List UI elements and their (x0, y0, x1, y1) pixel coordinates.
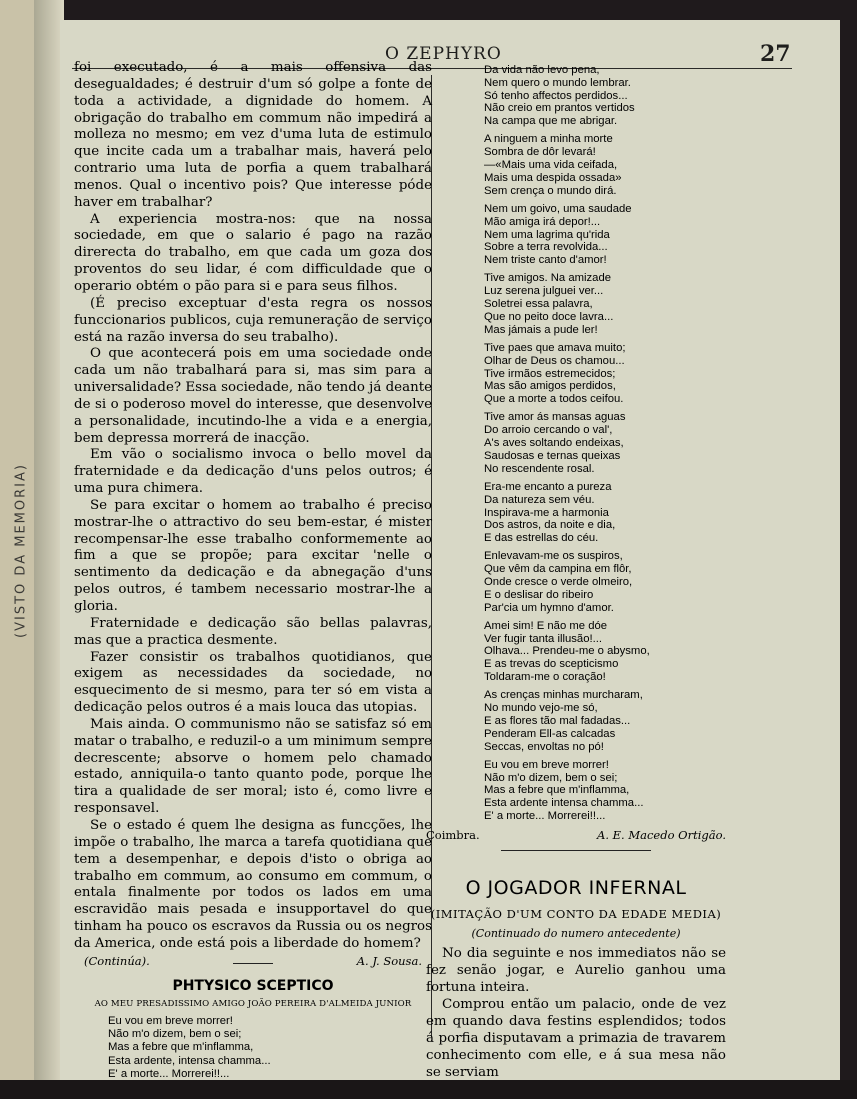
poem-stanza (484, 481, 726, 545)
poem-author: A. E. Macedo Ortigão. (597, 828, 726, 843)
poem-line: Soletrei essa palavra, (484, 298, 593, 311)
poem-line: Tive amor ás mansas aguas (484, 411, 626, 424)
scan-border (0, 1080, 857, 1099)
poem-title: PHTYSICO SCEPTICO (172, 977, 334, 994)
poem-line: Tive amigos. Na amizade (484, 272, 612, 285)
article-paragraph: foi executado, é a mais offensiva das desegualdades; é destruir d'um só golpe a fonte de toda a actividade, a dignidade do homem. A obrigação do trabalho em commum não impedirá a molleza no mesmo; em vez d'uma luta de estimulo que incite cada um a trabalhar mais, haverá pelo contrario uma luta de porfia a quem trabalhará menos. Qual o incentivo pois? Que interesse póde haver em trabalhar? (74, 60, 432, 210)
story-body (426, 946, 726, 1081)
poem-line: E as trevas do scepticismo (484, 658, 619, 671)
poem-line: Não m'o dizem, bem o sei; (484, 771, 618, 784)
poem-line: A ninguem a minha morte (484, 133, 613, 146)
poem-line: Penderam Ell-as calcadas (484, 727, 616, 740)
poem-line: E das estrellas do céu. (484, 532, 599, 545)
story-paragraph: Comprou então um palacio, onde de vez em quando dava festins esplendidos; todos á porfia disputavam a primazia de travarem conhecimento com elle, e á sua mesa não se serviam (426, 997, 726, 1080)
story-title: O JOGADOR INFERNAL (465, 877, 687, 900)
poem-line: Esta ardente, intensa chamma... (108, 1054, 271, 1067)
poem-line: Ver fugir tanta illusão!... (484, 632, 603, 645)
poem-stanza (484, 272, 726, 336)
poem-stanza (484, 411, 726, 475)
article-paragraph: Se para excitar o homem ao trabalho é preciso mostrar-lhe o attractivo do seu bem-estar, é mister recompensar-lhe esse trabalho conformemente ao fim a que se propõe; para excitar 'nelle o sentimento da dedicação e da abnegação d'uns pelos outros, é tambem necessario mostrar-lhe a gloria. (74, 497, 432, 614)
poem-line: Eu vou em breve morrer! (484, 758, 609, 771)
poem-line: Tive irmãos estremecidos; (484, 367, 616, 380)
poem-line: Só tenho affectos perdidos... (484, 89, 628, 102)
poem-line: Mas jámais a pude ler! (484, 323, 598, 336)
poem-place: Coimbra. (426, 828, 480, 843)
poem-stanza (484, 620, 726, 684)
poem-line: —«Mais uma vida ceifada, (484, 159, 618, 172)
poem-line: No rescendente rosal. (484, 462, 595, 475)
poem-line: Tive paes que amava muito; (484, 341, 626, 354)
newspaper-title: O ZEPHYRO (385, 44, 502, 64)
article-author: A. J. Sousa. (356, 953, 422, 968)
article-signature-row (74, 954, 432, 968)
signature-rule (233, 954, 273, 964)
poem-stanza (484, 133, 726, 197)
poem-line: As crenças minhas murcharam, (484, 689, 643, 702)
poem-line: Da vida não levo pena, (484, 64, 600, 76)
poem-line: Mas são amigos perdidos, (484, 380, 616, 393)
poem-line: Olhava... Prendeu-me o abysmo, (484, 645, 650, 658)
article-paragraph: Em vão o socialismo invoca o bello movel da fraternidade e da dedicação d'uns pelos outros; é uma pura chimera. (74, 447, 432, 497)
poem-line: Nem quero o mundo lembrar. (484, 76, 631, 89)
poem-line: E as flores tão mal fadadas... (484, 714, 631, 727)
poem-line: E' a morte... Morrerei!!... (484, 810, 606, 823)
poem-line: Dos astros, da noite e dia, (484, 519, 616, 532)
poem-line: Do arroio cercando o val', (484, 424, 613, 437)
poem-stanza (484, 689, 726, 753)
poem-stanzas (426, 64, 726, 823)
article-paragraph: Fazer consistir os trabalhos quotidianos, que exigem as necessidades da sociedade, no esquecimento de si mesmo, para ter só em vista a dedicação pelos outros é a mais louca das utopias. (74, 649, 432, 716)
poem-line: Saudosas e ternas queixas (484, 449, 621, 462)
poem-line: Olhar de Deus os chamou... (484, 354, 625, 367)
poem-line: Sobre a terra revolvida... (484, 241, 608, 254)
story-paragraph: No dia seguinte e nos immediatos não se fez senão jogar, e Aurelio ganhou uma fortuna inteira. (426, 946, 726, 996)
poem-line: Par'cia um hymno d'amor. (484, 601, 614, 614)
poem-line: Amei sim! E não me dóe (484, 619, 608, 632)
poem-line: Inspirava-me a harmonia (484, 506, 609, 519)
article-paragraph: O que acontecerá pois em uma sociedade onde cada um não trabalhará para si, mas sim para a universalidade? Essa sociedade, não tendo já deante de si o poderoso movel do interesse, que desenvolve a personalidade, incutindo-lhe a vida e a energia, bem depressa morrerá de inacção. (74, 346, 432, 446)
poem-line: Esta ardente intensa chamma... (484, 797, 644, 810)
library-stamp (6, 460, 30, 650)
article-paragraph: A experiencia mostra-nos: que na nossa sociedade, em que o salario é pago na razão direrecta do trabalho, em que cada um goza dos proventos do seu lidar, é com difficuldade que o operario obtém o pão para si e para seus filhos. (74, 211, 432, 294)
poem-line: Que no peito doce lavra... (484, 310, 614, 323)
poem-line: Sem crença o mundo dirá. (484, 184, 617, 197)
poem-stanza (484, 759, 726, 823)
article-paragraph: Se o estado é quem lhe designa as funcções, lhe impõe o trabalho, lhe marca a tarefa quotidiana que tem a desempenhar, e depois d'isto o obriga ao trabalho em commum, ao consumo em commum, o entala finalmente por todos os lados em uma escravidão mais pesada e insupportavel do que tinham ha pouco os escravos da Russia ou os negros da America, onde está pois a liberdade do homem? (74, 817, 432, 951)
poem-stanza (484, 342, 726, 406)
poem-line: Mais uma despida ossada» (484, 171, 622, 184)
poem-line: Nem um goivo, uma saudade (484, 202, 632, 215)
poem-line: Toldaram-me o coração! (484, 671, 606, 684)
poem-line: Da natureza sem véu. (484, 493, 595, 506)
story-subtitle: (IMITAÇÃO D'UM CONTO DA EDADE MEDIA) (430, 907, 722, 922)
right-column (426, 64, 726, 1082)
poem-line: Não m'o dizem, bem o sei; (108, 1028, 242, 1041)
poem-stanza (484, 550, 726, 614)
poem-line: Não creio em prantos vertidos (484, 102, 635, 115)
poem-line: Luz serena julguei ver... (484, 285, 604, 298)
article-paragraph: (É preciso exceptuar d'esta regra os nossos funccionarios publicos, cuja remuneração de serviço está na razão inversa do seu trabalho). (74, 295, 432, 345)
poem-dedication: AO MEU PRESADISSIMO AMIGO JOÃO PEREIRA D'ALMEIDA JUNIOR (94, 998, 412, 1009)
poem-line: Mas a febre que m'inflamma, (484, 784, 630, 797)
left-column (74, 60, 432, 1081)
poem-line: No mundo vejo-me só, (484, 702, 598, 715)
library-stamp-text: (VISTO DA MEMORIA) (13, 463, 29, 638)
poem-line: Mas a febre que m'inflamma, (108, 1041, 254, 1054)
poem-line: Sombra de dôr levará! (484, 146, 596, 159)
poem-stanza (484, 64, 726, 128)
poem-stanza (484, 203, 726, 267)
poem-line: E o deslisar do ribeiro (484, 588, 594, 601)
poem-line: E' a morte... Morrerei!!... (108, 1067, 230, 1080)
article-paragraph: Mais ainda. O communismo não se satisfaz só em matar o trabalho, e reduzil-o a um minimum sempre decrescente; absorve o homem pelo chamado estado, anniquila-o tanto quanto pode, porque lhe tira a qualidade de ser moral; isto é, como livre e responsavel. (74, 716, 432, 817)
poem-line: Mão amiga irá depor!... (484, 215, 601, 228)
poem-line: Que a morte a todos ceifou. (484, 393, 624, 406)
poem-line: Era-me encanto a pureza (484, 480, 612, 493)
book-spine (0, 0, 38, 1099)
page-number: 27 (760, 41, 791, 67)
poem-line: A's aves soltando endeixas, (484, 437, 624, 450)
poem-opening-stanza (108, 1015, 432, 1081)
section-separator (501, 850, 651, 851)
poem-line: Na campa que me abrigar. (484, 115, 618, 128)
poem-line: Onde cresce o verde olmeiro, (484, 575, 633, 588)
poem-line: Que vêm da campina em flôr, (484, 563, 632, 576)
poem-signature (426, 828, 726, 842)
poem-line: Nem uma lagrima qu'rida (484, 228, 610, 241)
poem-line: Enlevavam-me os suspiros, (484, 550, 623, 563)
left-article-body (74, 60, 432, 953)
poem-line: Nem triste canto d'amor! (484, 254, 607, 267)
continua-note: (Continúa). (84, 953, 150, 968)
story-continued-note: (Continuado do numero antecedente) (471, 927, 681, 941)
poem-line: Eu vou em breve morrer! (108, 1014, 233, 1027)
poem-line: Seccas, envoltas no pó! (484, 740, 604, 753)
article-paragraph: Fraternidade e dedicação são bellas palavras, mas que a practica desmente. (74, 615, 432, 648)
